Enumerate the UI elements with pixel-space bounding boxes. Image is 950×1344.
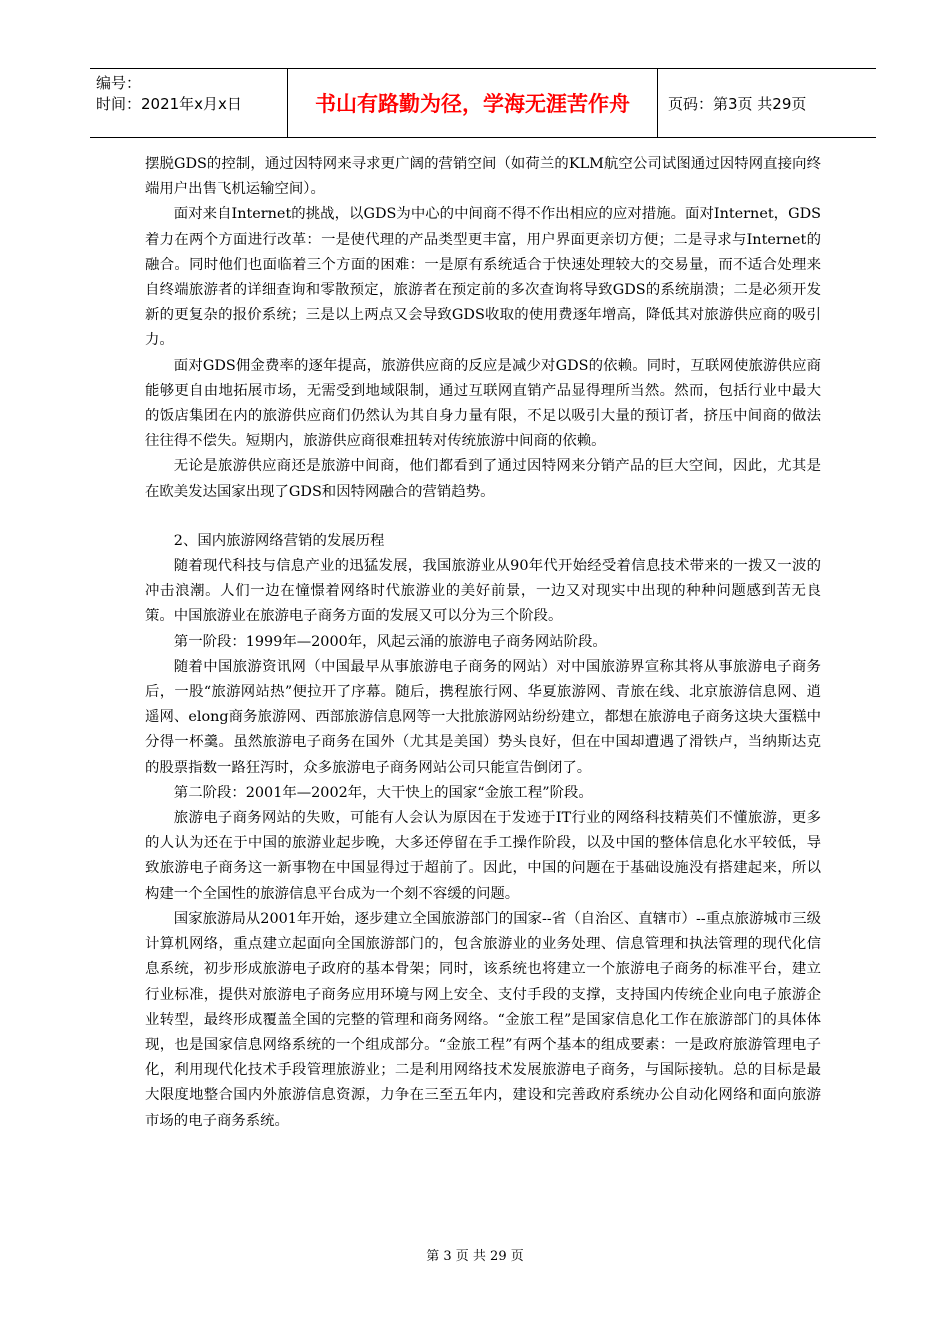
- header-meta: [90, 69, 288, 137]
- paragraph: 随着现代科技与信息产业的迅猛发展，我国旅游业从90年代开始经受着信息技术带来的一拨又一波的冲击浪潮。人们一边在憧憬着网络时代旅游业的美好前景，一边又对现实中出现的种种问题感到苦无良策。中国旅游业在旅游电子商务方面的发展又可以分为三个阶段。: [145, 558, 821, 625]
- paragraph: 面对GDS佣金费率的逐年提高，旅游供应商的反应是减少对GDS的依赖。同时，互联网使旅游供应商能够更自由地拓展市场，无需受到地域限制，通过互联网直销产品显得理所当然。然而，包括行业中最大的饭店集团在内的旅游供应商们仍然认为其自身力量有限，不足以吸引大量的预订者，挤压中间商的做法往往得不偿失。短期内，旅游供应商很难扭转对传统旅游中间商的依赖。: [145, 357, 821, 450]
- paragraph: 第二阶段：2001年—2002年，大干快上的国家“金旅工程”阶段。: [173, 784, 593, 801]
- paragraph: 第一阶段：1999年—2000年，风起云涌的旅游电子商务网站阶段。: [173, 633, 607, 650]
- paragraph: 无论是旅游供应商还是旅游中间商，他们都看到了通过因特网来分销产品的巨大空间，因此，尤其是在欧美发达国家出现了GDS和因特网融合的营销趋势。: [145, 458, 821, 500]
- document-time-label: 时间：2021年x月x日: [96, 95, 242, 113]
- document-number-label: 编号：: [96, 74, 142, 92]
- page-footer: 第 3 页 共 29 页: [426, 1249, 524, 1264]
- header-motto: 书山有路勤为径，学海无涯苦作舟: [288, 69, 658, 137]
- paragraph: 摆脱GDS的控制，通过因特网来寻求更广阔的营销空间（如荷兰的KLM航空公司试图通过因特网直接向终端用户出售飞机运输空间）。: [145, 156, 821, 198]
- paragraph: 面对来自Internet的挑战，以GDS为中心的中间商不得不作出相应的应对措施。面对Internet，GDS着力在两个方面进行改革：一是使代理的产品类型更丰富，用户界面更亲切方便；二是寻求与Internet的融合。同时他们也面临着三个方面的困难：一是原有系统适合于快速处理较大的交易量，而不适合处理来自终端旅游者的详细查询和零散预定，旅游者在预定前的多次查询将导致GDS的系统崩溃；二是必须开发新的更复杂的报价系统；三是以上两点又会导致GDS收取的使用费逐年增高，降低其对旅游供应商的吸引力。: [145, 206, 821, 349]
- page-header: [90, 68, 876, 138]
- section-heading: 2、国内旅游网络营销的发展历程: [173, 532, 385, 549]
- document-body: [145, 152, 821, 1134]
- paragraph: 国家旅游局从2001年开始，逐步建立全国旅游部门的国家--省（自治区、直辖市）--重点旅游城市三级计算机网络，重点建立起面向全国旅游部门的，包含旅游业的业务处理、信息管理和执法管理的现代化信息系统，初步形成旅游电子政府的基本骨架；同时，该系统也将建立一个旅游电子商务的标准平台，建立行业标准，提供对旅游电子商务应用环境与网上安全、支付手段的支撑，支持国内传统企业向电子旅游企业转型，最终形成覆盖全国的完整的管理和商务网络。“金旅工程”是国家信息化工作在旅游部门的具体体现，也是国家信息网络系统的一个组成部分。“金旅工程”有两个基本的组成要素：一是政府旅游管理电子化，利用现代化技术手段管理旅游业；二是利用网络技术发展旅游电子商务，与国际接轨。总的目标是最大限度地整合国内外旅游信息资源，力争在三至五年内，建设和完善政府系统办公自动化网络和面向旅游市场的电子商务系统。: [145, 910, 821, 1129]
- paragraph: 旅游电子商务网站的失败，可能有人会认为原因在于发迹于IT行业的网络科技精英们不懂旅游，更多的人认为还在于中国的旅游业起步晚，大多还停留在手工操作阶段，以及中国的整体信息化水平较低，导致旅游电子商务这一新事物在中国显得过于超前了。因此，中国的问题在于基础设施没有搭建起来，所以构建一个全国性的旅游信息平台成为一个刻不容缓的问题。: [145, 810, 821, 902]
- paragraph: 随着中国旅游资讯网（中国最早从事旅游电子商务的网站）对中国旅游界宣称其将从事旅游电子商务后，一股“旅游网站热”便拉开了序幕。随后，携程旅行网、华夏旅游网、青旅在线、北京旅游信息网、逍遥网、elong商务旅游网、西部旅游信息网等一大批旅游网站纷纷建立，都想在旅游电子商务这块大蛋糕中分得一杯羹。虽然旅游电子商务在国外（尤其是美国）势头良好，但在中国却遭遇了滑铁卢，当纳斯达克的股票指数一路狂泻时，众多旅游电子商务网站公司只能宣告倒闭了。: [145, 658, 821, 776]
- header-page-info: 页码：第3页 共29页: [668, 94, 807, 113]
